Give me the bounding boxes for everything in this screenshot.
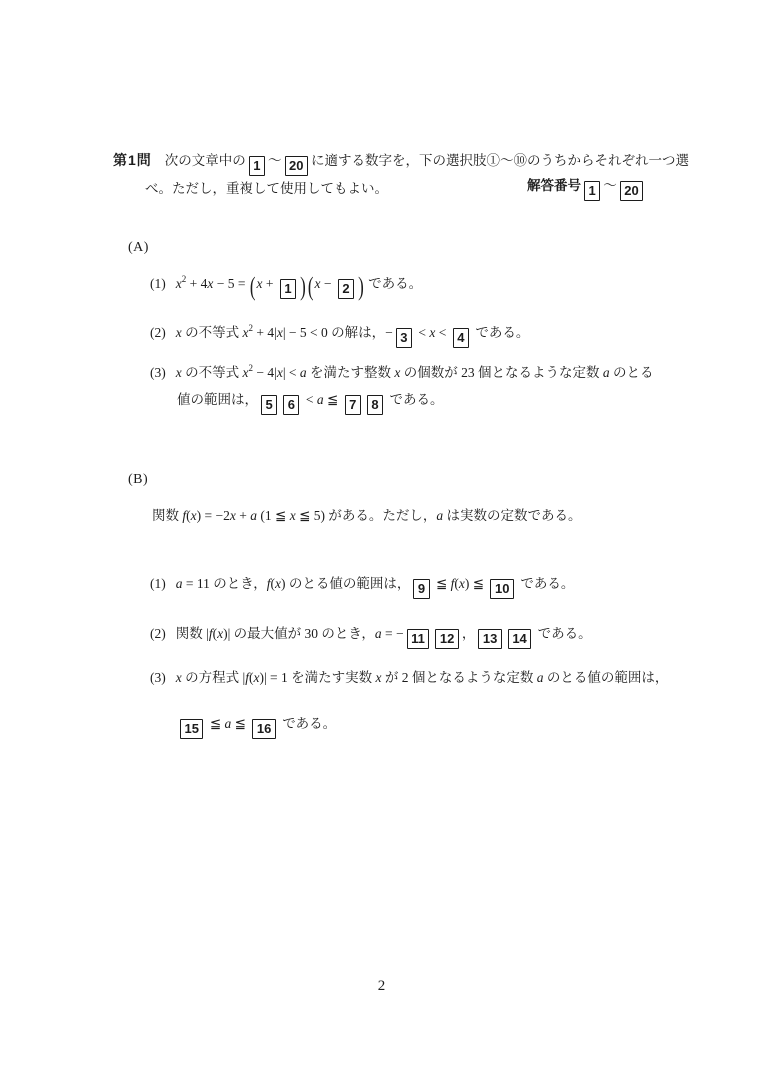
text-run: のとる値の範囲は，: [285, 576, 411, 591]
math-variable: a: [175, 576, 183, 591]
item-b3-number: (3): [150, 670, 166, 685]
math-variable: a: [602, 365, 610, 380]
header-line-1: [164, 153, 689, 173]
answer-box: 2: [338, 279, 354, 299]
math-operator: 30: [304, 626, 319, 641]
math-variable: x: [175, 365, 182, 380]
math-operator: | <: [282, 365, 300, 380]
math-variable: x: [207, 276, 214, 291]
text-run: ～: [603, 178, 617, 193]
item-b1: [150, 570, 574, 599]
text-run: である。: [516, 576, 575, 591]
item-a2-content: [175, 323, 530, 345]
page-number: 2: [377, 978, 386, 994]
answer-box: 5: [261, 395, 277, 415]
math-variable: a: [224, 716, 232, 731]
math-operator: ≦: [323, 392, 342, 407]
math-variable: f: [245, 670, 249, 685]
math-operator: = −: [381, 626, 404, 641]
math-variable: x: [229, 508, 236, 523]
math-variable: a: [374, 626, 382, 641]
math-operator: ≦: [432, 576, 451, 591]
paren-glyph: ): [358, 271, 364, 302]
text-run: のとき，: [318, 626, 375, 641]
text-run: である。: [386, 392, 444, 407]
answer-box: 1: [584, 181, 600, 201]
math-operator: − 4|: [253, 365, 277, 380]
math-operator: <: [435, 325, 450, 340]
math-operator: (: [212, 626, 218, 641]
item-b3: [150, 664, 668, 691]
item-a1-number: (1): [150, 276, 166, 291]
math-operator: |: [206, 626, 209, 641]
answer-box: 8: [367, 395, 383, 415]
math-variable: a: [536, 670, 544, 685]
item-a3-number: (3): [150, 365, 166, 380]
answer-box: 14: [508, 629, 531, 649]
superscript: 2: [181, 274, 187, 284]
item-b2: [150, 620, 592, 649]
text-run: が: [381, 670, 402, 685]
text-run: である。: [471, 325, 530, 340]
section-a-label: (A): [128, 240, 149, 255]
text-run: 個となるような定数: [474, 365, 603, 380]
item-a2: [150, 315, 529, 348]
answer-box: 1: [280, 279, 296, 299]
paren-glyph: (: [249, 271, 256, 302]
paren-glyph: (: [307, 271, 314, 302]
header-line-2: べ。ただし，重複して使用してもよい。: [145, 181, 388, 196]
item-b3-line2: [177, 710, 336, 739]
math-operator: +: [262, 276, 277, 291]
item-a3: [150, 355, 654, 386]
section-b-label: (B): [128, 472, 149, 487]
math-variable: x: [175, 670, 182, 685]
math-operator: | − 5 < 0: [282, 325, 328, 340]
math-variable: x: [274, 576, 281, 591]
math-variable: x: [289, 508, 296, 523]
answer-box: 20: [620, 181, 643, 201]
math-variable: x: [256, 276, 263, 291]
text-run: である。: [364, 276, 423, 291]
text-run: の方程式: [181, 670, 243, 685]
item-b2-content: [175, 626, 592, 646]
answer-box: 10: [490, 579, 513, 599]
math-operator: −: [385, 325, 393, 340]
math-operator: ≦ 5): [295, 508, 325, 523]
answer-number-label: [527, 172, 646, 201]
math-operator: −: [320, 276, 335, 291]
math-operator: )| = 1: [259, 670, 288, 685]
text-run: ～: [268, 153, 282, 168]
paren-glyph: ): [300, 271, 306, 302]
text-run: の個数が: [400, 365, 462, 380]
answer-box: 4: [453, 328, 469, 348]
text-run: 関数: [175, 626, 207, 641]
text-run: である。: [278, 716, 337, 731]
answer-box: 20: [285, 156, 308, 176]
math-operator: +: [235, 508, 251, 523]
math-variable: a: [316, 392, 324, 407]
math-operator: ≦: [206, 716, 225, 731]
math-variable: x: [175, 325, 182, 340]
math-operator: = 11: [182, 576, 210, 591]
item-b2-number: (2): [150, 626, 166, 641]
text-run: ，: [461, 626, 476, 641]
text-run: のとる値の範囲は，: [543, 670, 669, 685]
text-run: 値の範囲は，: [177, 392, 258, 407]
text-run: 次の文章中の: [164, 153, 246, 168]
item-a3-content-line1: [176, 365, 654, 380]
text-run: がある。ただし，: [325, 508, 437, 523]
math-operator: (: [454, 576, 459, 591]
math-operator: ) ≦: [464, 576, 488, 591]
text-run: を満たす実数: [287, 670, 376, 685]
answer-box: 16: [252, 719, 275, 739]
text-run: のとる: [609, 365, 654, 380]
math-operator: ) = −2: [196, 508, 230, 523]
answer-box: 6: [283, 395, 299, 415]
answer-box: 3: [396, 328, 412, 348]
math-operator: + 4: [186, 276, 208, 291]
item-b1-number: (1): [150, 576, 166, 591]
math-operator: (1 ≦: [257, 508, 290, 523]
math-operator: ): [280, 576, 286, 591]
item-a1: [150, 263, 422, 303]
answer-box: 12: [435, 629, 458, 649]
math-operator: 2: [401, 670, 409, 685]
item-b1-content: [175, 576, 575, 596]
text-run: である。: [534, 626, 592, 641]
math-variable: x: [253, 670, 260, 685]
text-run: の不等式: [181, 325, 243, 340]
math-variable: x: [190, 508, 197, 523]
math-operator: 23: [461, 365, 475, 380]
math-variable: x: [394, 365, 401, 380]
section-b-intro: [152, 502, 582, 529]
math-operator: (: [248, 670, 254, 685]
item-a1-content: [175, 271, 423, 302]
item-a2-number: (2): [150, 325, 166, 340]
math-variable: x: [175, 276, 182, 291]
math-variable: f: [266, 576, 271, 591]
math-variable: f: [182, 508, 187, 523]
math-operator: |: [242, 670, 246, 685]
math-operator: + 4|: [253, 325, 277, 340]
math-variable: a: [436, 508, 444, 523]
text-run: に適する数字を，下の選択肢①～⑩のうちからそれぞれ一つ選: [311, 153, 689, 168]
math-variable: x: [458, 576, 465, 591]
answer-box: 1: [249, 156, 265, 176]
item-b3-content-line1: [176, 670, 669, 685]
superscript: 2: [248, 363, 253, 373]
math-variable: x: [276, 365, 283, 380]
math-operator: ≦: [231, 716, 250, 731]
math-operator: (: [270, 576, 275, 591]
math-variable: a: [250, 508, 257, 523]
math-variable: x: [314, 276, 321, 291]
text-run: を満たす整数: [306, 365, 395, 380]
superscript: 2: [248, 323, 253, 333]
answer-box: 13: [478, 629, 501, 649]
text-run: の不等式: [181, 365, 243, 380]
question-number-label: 第1問: [113, 152, 152, 168]
math-variable: x: [242, 365, 249, 380]
item-a3-line2: [177, 386, 444, 415]
answer-box: 9: [413, 579, 429, 599]
math-operator: )|: [223, 626, 231, 641]
math-variable: a: [299, 365, 307, 380]
answer-box: 7: [345, 395, 361, 415]
math-variable: f: [208, 626, 213, 641]
math-operator: − 5 =: [213, 276, 249, 291]
text-run: 関数: [152, 508, 183, 523]
math-variable: x: [242, 325, 249, 340]
math-variable: x: [217, 626, 224, 641]
text-run: の最大値が: [230, 626, 305, 641]
answer-box: 15: [180, 719, 203, 739]
math-operator: (: [186, 508, 191, 523]
math-variable: x: [276, 325, 283, 340]
text-run: の解は，: [327, 325, 386, 340]
text-run: 個となるような定数: [408, 670, 537, 685]
math-variable: f: [450, 576, 455, 591]
answer-box: 11: [407, 629, 430, 649]
math-variable: x: [375, 670, 382, 685]
text-run: は実数の定数である。: [443, 508, 582, 523]
text-run: のとき，: [209, 576, 267, 591]
math-variable: x: [429, 325, 436, 340]
math-operator: <: [415, 325, 430, 340]
math-operator: <: [302, 392, 317, 407]
bold-label: 解答番号: [527, 178, 581, 193]
